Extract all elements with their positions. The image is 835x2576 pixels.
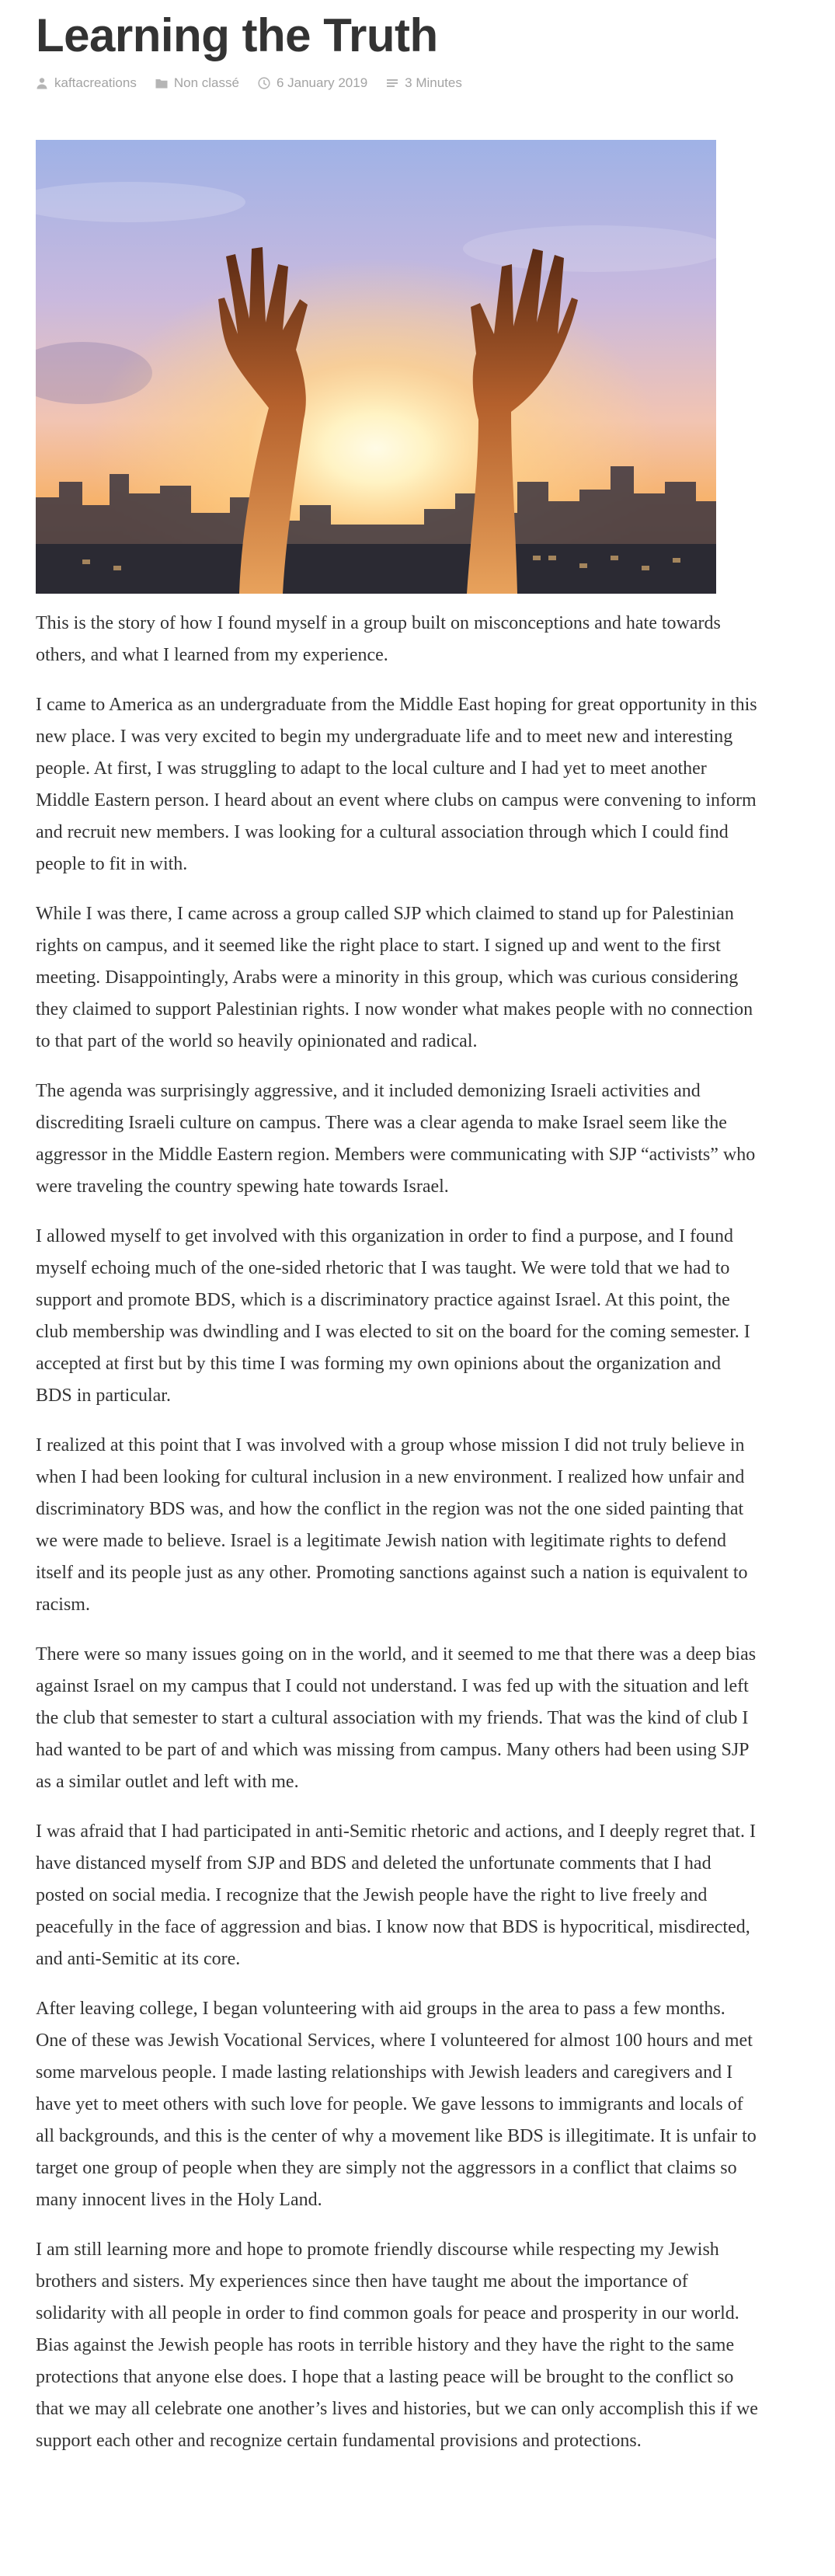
read-time-label: 3 Minutes bbox=[405, 75, 462, 90]
paragraph: There were so many issues going on in the world, and it seemed to me that there was a deep bias against Israel on my campus that I could not understand. I was fed up with the situation and left the club that semester to start a cultural association with my friends. That was the kind of club I had wanted to be part of and which was missing from campus. Many others had been using SJP as a similar outlet and left with me. bbox=[36, 1644, 757, 1792]
article bbox=[36, 0, 758, 2451]
paragraph: I realized at this point that I was involved with a group whose mission I did not truly believe in when I had been looking for cultural inclusion in a new environment. I realized how unfair and discriminatory BDS was, and how the conflict in the region was not the one sided painting that we were made to believe. Israel is a legitimate Jewish nation with legitimate rights to defend itself and its people just as any other. Promoting sanctions against such a nation is equivalent to racism. bbox=[36, 1435, 748, 1615]
post-meta bbox=[36, 71, 758, 95]
paragraph: I came to America as an undergraduate from the Middle East hoping for great opportunity in this new place. I was very excited to begin my undergraduate life and to meet new and interesting people. At first, I was struggling to adapt to the local culture and I had yet to meet another Middle Eastern person. I heard about an event where clubs on campus were convening to inform and recruit new members. I was looking for a cultural association through which I could find people to fit in with. bbox=[36, 695, 757, 874]
post-date: 6 January 2019 bbox=[276, 75, 368, 90]
category-link[interactable] bbox=[155, 75, 239, 91]
read-time bbox=[386, 75, 462, 91]
author-link[interactable] bbox=[36, 75, 137, 91]
paragraph: The agenda was surprisingly aggressive, and it included demonizing Israeli activities and discrediting Israeli culture on campus. There was a clear agenda to make Israel seem like the aggressor in the Middle Eastern region. Members were communicating with SJP “activists” who were traveling the country spewing hate towards Israel. bbox=[36, 1081, 756, 1197]
post-content bbox=[36, 608, 758, 2475]
person-icon bbox=[36, 77, 48, 89]
folder-icon bbox=[155, 77, 168, 89]
date-link[interactable] bbox=[258, 75, 367, 91]
paragraph: I was afraid that I had participated in anti-Semitic rhetoric and actions, and I deeply regret that. I have distanced myself from SJP and BDS and deleted the unfortunate comments that I had posted on social media. I recognize that the Jewish people have the right to live freely and peacefully in the face of aggression and bias. I know now that BDS is hypocritical, misdirected, and anti-Semitic at its core. bbox=[36, 1821, 756, 1969]
category-name: Non classé bbox=[173, 75, 239, 90]
paragraph: After leaving college, I began volunteering with aid groups in the area to pass a few months. One of these was Jewish Vocational Services, where I volunteered for almost 100 hours and met some marvelous people. I made lasting relationships with Jewish leaders and caregivers and I have yet to meet others with such love for people. We gave lessons to immigrants and locals of all backgrounds, and this is the center of why a movement like BDS is illegitimate. It is unfair to target one group of people when they are simply not the aggressors in a conflict that claims so many innocent lives in the Holy Land. bbox=[36, 1999, 757, 2210]
paragraph: While I was there, I came across a group called SJP which claimed to stand up for Palestinian rights on campus, and it seemed like the right place to start. I signed up and went to the first meeting. Disappointingly, Arabs were a minority in this group, which was curious considering they claimed to support Palestinian rights. I now wonder what makes people with no connection to that part of the world so heavily opinionated and radical. bbox=[36, 904, 753, 1051]
paragraph: This is the story of how I found myself in a group built on misconceptions and hate towards others, and what I learned from my experience. bbox=[36, 613, 721, 665]
lines-icon bbox=[386, 77, 398, 89]
paragraph: I allowed myself to get involved with this organization in order to find a purpose, and I found myself echoing much of the one-sided rhetoric that I was taught. We were told that we had to support and promote BDS, which is a discriminatory practice against Israel. At this point, the club membership was dwindling and I was elected to sit on the board for the coming semester. I accepted at first but by this time I was forming my own opinions about the organization and BDS in particular. bbox=[36, 1226, 750, 1406]
featured-image-graphic bbox=[36, 140, 716, 594]
featured-image[interactable] bbox=[36, 140, 716, 594]
post-title: Learning the Truth bbox=[36, 9, 438, 61]
clock-icon bbox=[258, 77, 270, 89]
author-name: kaftacreations bbox=[54, 75, 137, 90]
paragraph: I am still learning more and hope to promote friendly discourse while respecting my Jewish brothers and sisters. My experiences since then have taught me about the importance of solidarity with all people in order to find common goals for peace and prosperity in our world. Bias against the Jewish people has roots in terrible history and they have the right to the same protections that anyone else does. I hope that a lasting peace will be brought to the conflict so that we may all celebrate one another’s lives and histories, but we can only accomplish this if we support each other and recognize certain fundamental provisions and protections. bbox=[36, 2240, 758, 2451]
